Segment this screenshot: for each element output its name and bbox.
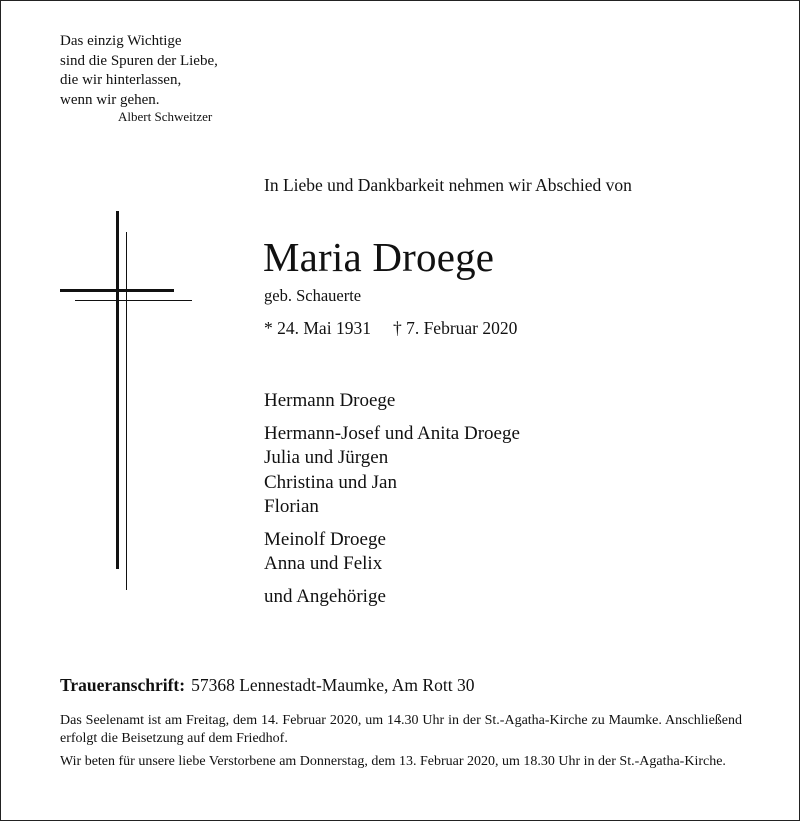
notice-paragraph: Wir beten für unsere liebe Verstorbene am Donnerstag, dem 13. Februar 2020, um 18.30 Uhr in der St.-Agatha-Kirche. [60,754,726,769]
mourner-line: Florian [264,496,319,517]
quote-line: wenn wir gehen. [60,91,160,108]
quote-line: Das einzig Wichtige [60,33,182,49]
quote-line: die wir hinterlassen, [60,72,182,88]
mourner-group [264,389,520,414]
quote [60,32,218,110]
maiden-name: geb. Schauerte [264,286,362,305]
deceased-name: Maria Droege [263,234,495,280]
cross-vertical-thin-bar [126,232,127,590]
mourner-line: Anna und Felix [264,553,383,574]
mourner-group [264,422,520,520]
address-label: Traueranschrift: [60,675,186,695]
mourner-line: Christina und Jan [264,471,397,493]
quote-line: sind die Spuren der Liebe, [60,52,218,69]
intro-text: In Liebe und Dankbarkeit nehmen wir Abschied von [264,175,632,195]
mourning-address [60,675,474,696]
life-dates [264,318,517,339]
notice-paragraph: Das Seelenamt ist am Freitag, dem 14. Februar 2020, um 14.30 Uhr in der St.-Agatha-Kirche zu Maumke. Anschließend erfolgt die Beisetzung auf dem Friedhof. [60,713,742,746]
service-notices [60,712,742,776]
cross-horizontal-bar [60,289,174,292]
cross-vertical-bar [116,211,119,569]
mourner-line: Meinolf Droege [264,528,386,550]
cross-horizontal-thin-bar [75,300,192,301]
mourner-line: Julia und Jürgen [264,447,389,468]
mourner-line: und Angehörige [264,585,386,607]
address-value: 57368 Lennestadt-Maumke, Am Rott 30 [191,675,475,695]
quote-author: Albert Schweitzer [118,109,213,124]
mourner-group [264,585,520,610]
death-date: † 7. Februar 2020 [392,318,518,338]
mourner-line: Hermann-Josef und Anita Droege [264,422,520,444]
mourner-line: Hermann Droege [264,390,396,411]
mourners-list [264,389,520,617]
mourner-group [264,528,520,577]
birth-date: * 24. Mai 1931 [264,318,371,338]
